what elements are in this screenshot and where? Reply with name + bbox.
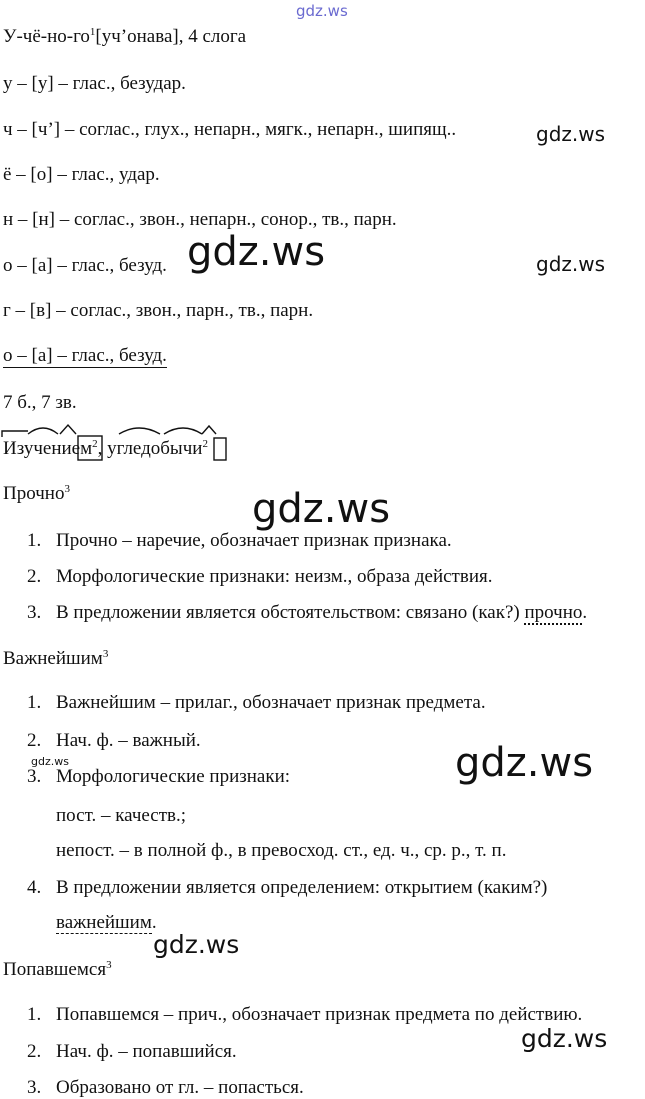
list-item: В предложении является определением: открытием (каким?) [56, 877, 548, 898]
section-title [3, 648, 108, 670]
watermark: gdz.ws [31, 755, 69, 768]
item-number: 2. [27, 1041, 42, 1062]
morphemic-word-1: Изучением [3, 438, 93, 459]
list-item: Важнейшим – прилаг., обозначает признак предмета. [56, 692, 486, 713]
watermark-top: gdz.ws [296, 2, 348, 20]
item-number: 1. [27, 1004, 42, 1025]
section-title-text: Важнейшим [3, 648, 103, 669]
list-item: Образовано от гл. – попасться. [56, 1077, 304, 1098]
ending-box [214, 438, 226, 460]
watermark: gdz.ws [153, 930, 240, 959]
section-title-text: Прочно [3, 483, 65, 504]
morphemic-word-2: угледобычи [107, 438, 203, 459]
watermark: gdz.ws [536, 122, 606, 146]
list-item: Прочно – наречие, обозначает признак признака. [56, 530, 452, 551]
suffix-mark [202, 426, 216, 434]
item-number: 4. [27, 877, 42, 898]
section-title [3, 483, 70, 505]
root-arc [28, 428, 58, 434]
watermark: gdz.ws [187, 229, 326, 275]
list-item: Нач. ф. – важный. [56, 730, 201, 751]
morphemic-sup-2: 2 [202, 438, 208, 450]
item-number: 3. [27, 766, 42, 787]
item-number: 2. [27, 730, 42, 751]
phonetic-row: у – [у] – глас., безудар. [3, 73, 186, 94]
list-item-end: . [151, 912, 157, 933]
item-number: 3. [27, 1077, 42, 1098]
list-item-sub: пост. – качеств.; [56, 805, 187, 826]
list-item: Попавшемся – прич., обозначает признак предмета по действию. [56, 1004, 583, 1025]
section-sup: 3 [106, 959, 112, 971]
root-arc [119, 428, 160, 434]
head-transcription: [уч’онава], 4 слога [95, 26, 247, 47]
head-word: У-чё-но-го [3, 26, 90, 47]
section-sup: 3 [64, 483, 70, 495]
phonetic-row: ч – [ч’] – соглас., глух., непарн., мягк., непарн., шипящ.. [3, 119, 457, 140]
watermark: gdz.ws [521, 1024, 608, 1053]
morphemic-sup-1: 2 [92, 438, 98, 450]
item-number: 3. [27, 602, 42, 623]
phonetic-row: о – [а] – глас., безуд. [3, 255, 167, 276]
list-item-continuation [56, 912, 157, 934]
phonetic-heading [3, 26, 246, 48]
suffix-mark [60, 425, 76, 434]
phonetic-row-underlined: о – [а] – глас., безуд. [3, 345, 167, 366]
phonetic-summary: 7 б., 7 зв. [3, 392, 77, 413]
head-sup: 1 [89, 26, 96, 38]
phonetic-row: н – [н] – соглас., звон., непарн., сонор., тв., парн. [3, 209, 397, 230]
root-arc [164, 428, 202, 434]
item-number: 2. [27, 566, 42, 587]
watermark: gdz.ws [455, 740, 594, 786]
list-item-sub: непост. – в полной ф., в превосход. ст., ед. ч., ср. р., т. п. [56, 840, 507, 861]
phonetic-row: ё – [о] – глас., удар. [3, 164, 160, 185]
morphemic-separator: , [97, 438, 108, 459]
section-title-text: Попавшемся [3, 959, 107, 980]
watermark: gdz.ws [252, 486, 391, 532]
section-sup: 3 [102, 648, 109, 660]
morphemic-line [3, 438, 208, 460]
adverbial-underline: прочно [524, 602, 583, 623]
watermark: gdz.ws [536, 252, 606, 276]
item-number: 1. [27, 692, 42, 713]
list-item: Морфологические признаки: неизм., образа действия. [56, 566, 493, 587]
list-item-text: В предложении является обстоятельством: связано (как?) [56, 602, 525, 623]
prefix-mark [2, 431, 28, 437]
list-item: Морфологические признаки: [56, 766, 291, 787]
phonetic-row [3, 345, 167, 367]
section-title [3, 959, 112, 981]
attribute-underline: важнейшим [56, 912, 152, 933]
item-number: 1. [27, 530, 42, 551]
list-item [56, 602, 587, 624]
list-item-end: . [582, 602, 588, 623]
list-item: Нач. ф. – попавшийся. [56, 1041, 237, 1062]
phonetic-row: г – [в] – соглас., звон., парн., тв., парн. [3, 300, 314, 321]
